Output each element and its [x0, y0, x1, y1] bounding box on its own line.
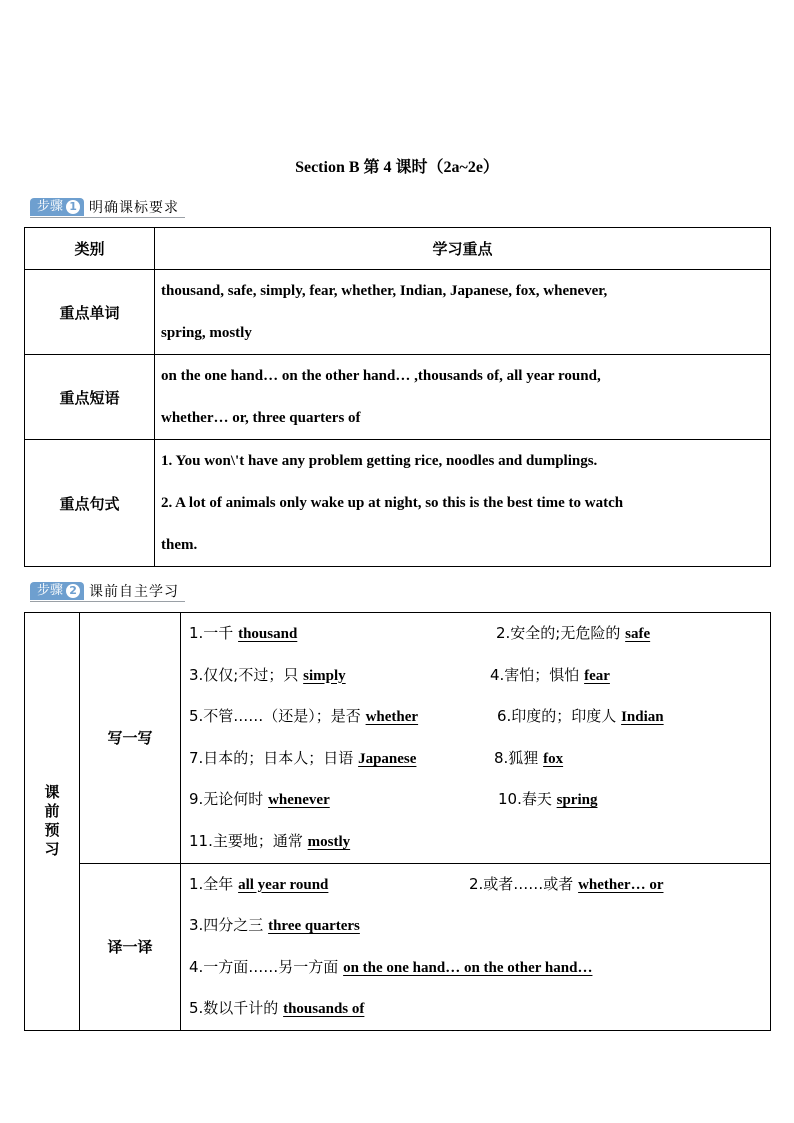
- category-cell: 重点句式: [25, 440, 155, 567]
- item-answer: fox: [543, 750, 564, 767]
- preview-section-label: [25, 613, 80, 1031]
- item-prompt: 5.不管……（还是）；是否: [189, 707, 366, 726]
- vocab-item: [189, 655, 346, 698]
- list-item: [189, 988, 764, 1030]
- item-answer: safe: [625, 626, 651, 642]
- vocab-item: [189, 613, 297, 656]
- item-prompt: 3.仅仅;不过；只: [189, 665, 304, 684]
- focus-cell: [155, 270, 771, 355]
- category-cell: 重点单词: [25, 270, 155, 355]
- write-section-row: [25, 613, 771, 864]
- item-prompt: 1.一千: [189, 624, 239, 642]
- list-item: [189, 905, 764, 947]
- preview-table: [24, 612, 771, 1031]
- vocab-item: [497, 696, 664, 739]
- category-cell: 重点短语: [25, 355, 155, 440]
- step2-badge: [30, 582, 84, 600]
- vocab-item: [494, 738, 563, 781]
- translate-section-row: [25, 863, 771, 1030]
- preview-section-label-char: 课: [44, 783, 60, 802]
- focus-line: spring, mostly: [161, 325, 252, 341]
- table-row: [25, 270, 771, 355]
- step2-number: 2: [66, 584, 80, 598]
- col-focus-header: 学习重点: [155, 228, 771, 270]
- list-item: [189, 779, 764, 821]
- item-answer: whenever: [268, 792, 330, 809]
- goals-table: [24, 227, 771, 567]
- focus-line: 2. A lot of animals only wake up at night, so this is the best time to watch: [161, 495, 624, 511]
- preview-section-label-char: 习: [44, 840, 60, 859]
- item-prompt: 4.一方面……另一方面: [189, 957, 344, 976]
- table-row: [25, 440, 771, 567]
- list-item: [189, 613, 764, 655]
- item-prompt: 4.害怕；惧怕: [490, 665, 585, 684]
- preview-section-label-text: [25, 783, 79, 859]
- phrase-item: [189, 864, 328, 907]
- write-items: [181, 613, 771, 864]
- step1-badge-text: 步骤: [37, 199, 64, 214]
- step1-number: 1: [66, 200, 80, 214]
- list-item: [189, 696, 764, 738]
- translate-items: [181, 863, 771, 1030]
- item-prompt: 3.四分之三: [189, 916, 269, 935]
- focus-line: on the one hand… on the other hand… ,thousands of, all year round,: [161, 368, 601, 384]
- step2-header: [30, 581, 185, 602]
- item-answer: three quarters: [268, 918, 360, 935]
- page-title: Section B 第 4 课时（2a~2e）: [295, 159, 499, 176]
- vocab-item: [490, 655, 610, 698]
- focus-line: whether… or, three quarters of: [161, 410, 361, 426]
- item-prompt: 1.全年: [189, 874, 239, 893]
- item-answer: mostly: [307, 833, 351, 850]
- phrase-item: [469, 864, 664, 907]
- write-label: 写一写: [80, 613, 181, 864]
- item-prompt: 11.主要地；通常: [189, 831, 308, 850]
- preview-section-label-char: 前: [44, 802, 60, 821]
- item-prompt: 2.或者……或者: [469, 874, 579, 893]
- list-item: [189, 864, 764, 906]
- item-answer: on the one hand… on the other hand…: [343, 959, 593, 976]
- phrase-item: [189, 988, 364, 1031]
- focus-cell: [155, 355, 771, 440]
- phrase-item: [189, 905, 360, 948]
- preview-section-label-char: 预: [44, 821, 60, 840]
- vocab-item: [189, 779, 330, 822]
- item-prompt: 2.安全的;无危险的: [496, 624, 626, 642]
- step1-header: [30, 197, 185, 218]
- item-answer: whether: [365, 709, 419, 726]
- item-answer: thousands of: [283, 1001, 365, 1018]
- step2-badge-text: 步骤: [37, 583, 64, 598]
- goals-header-row: [25, 228, 771, 270]
- item-prompt: 9.无论何时: [189, 790, 269, 809]
- list-item: [189, 738, 764, 780]
- item-answer: Japanese: [358, 750, 417, 767]
- item-prompt: 10.春天: [498, 790, 557, 809]
- vocab-item: [189, 821, 350, 864]
- list-item: [189, 947, 764, 989]
- table-row: [25, 355, 771, 440]
- col-category-header: 类别: [25, 228, 155, 270]
- vocab-item: [496, 613, 650, 656]
- item-prompt: 6.印度的；印度人: [497, 707, 622, 726]
- item-answer: Indian: [621, 709, 664, 726]
- translate-label: 译一译: [80, 863, 181, 1030]
- item-answer: whether… or: [578, 876, 664, 893]
- item-answer: spring: [556, 792, 598, 809]
- item-prompt: 7.日本的；日本人；日语: [189, 748, 359, 767]
- vocab-item: [498, 779, 597, 822]
- step1-title: 明确课标要求: [89, 200, 180, 216]
- focus-cell: [155, 440, 771, 567]
- step1-badge: [30, 198, 84, 216]
- focus-line: thousand, safe, simply, fear, whether, Indian, Japanese, fox, whenever,: [161, 283, 608, 299]
- item-answer: all year round: [238, 876, 329, 893]
- vocab-item: [189, 738, 416, 781]
- item-answer: fear: [584, 667, 610, 684]
- item-prompt: 5.数以千计的: [189, 999, 284, 1018]
- item-answer: simply: [303, 667, 346, 684]
- phrase-item: [189, 947, 592, 990]
- list-item: [189, 821, 764, 863]
- step2-title: 课前自主学习: [89, 584, 180, 600]
- item-prompt: 8.狐狸: [494, 748, 544, 767]
- focus-line: them.: [161, 537, 198, 553]
- vocab-item: [189, 696, 418, 739]
- focus-line: 1. You won\'t have any problem getting rice, noodles and dumplings.: [161, 453, 598, 469]
- list-item: [189, 655, 764, 697]
- item-answer: thousand: [238, 626, 298, 642]
